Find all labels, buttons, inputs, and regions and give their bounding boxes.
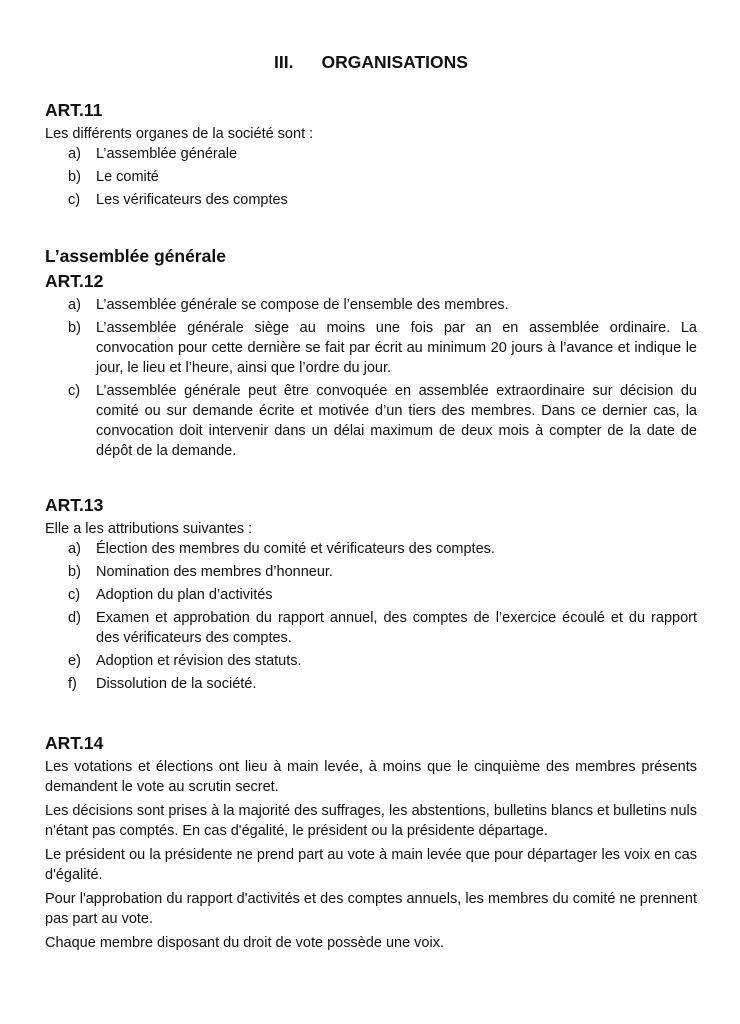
list-item-text: L’assemblée générale siège au moins une fois par an en assemblée ordinaire. La convocation pour cette dernière se fait par écrit au minimum 20 jours à l’avance et indique le jour, le lieu et l’heure, ainsi que l’ordre du jour.: [96, 320, 697, 376]
article-14-title: ART.14: [45, 733, 104, 753]
list-marker: d): [68, 610, 81, 626]
article-12-title: ART.12: [45, 271, 104, 291]
list-marker: a): [68, 146, 81, 162]
list-item-text: L’assemblée générale: [96, 146, 238, 162]
article-11-title: ART.11: [45, 100, 103, 120]
article-13: [45, 494, 697, 697]
article-14-paragraph: Les votations et élections ont lieu à main levée, à moins que le cinquième des membres présents demandent le vote au scrutin secret.: [45, 759, 697, 795]
list-marker: e): [68, 653, 81, 669]
article-14-paragraph: Le président ou la présidente ne prend part au vote à main levée que pour départager les voix en cas d'égalité.: [45, 847, 697, 883]
list-marker: a): [68, 297, 81, 313]
list-item: [45, 539, 697, 559]
list-item-text: Nomination des membres d’honneur.: [96, 564, 333, 580]
assembly-heading: L’assemblée générale: [45, 246, 226, 266]
list-item-text: L’assemblée générale peut être convoquée en assemblée extraordinaire sur décision du comité ou sur demande écrite et motivée d’un tiers des membres. Dans ce dernier cas, la convocation doit intervenir dans un délai maximum de deux mois à compter de la date de dépôt de la demande.: [96, 383, 697, 459]
article-12-list: [45, 295, 697, 461]
list-item-text: L’assemblée générale se compose de l’ensemble des membres.: [96, 297, 509, 313]
section-heading: [45, 50, 697, 74]
article-13-title: ART.13: [45, 495, 104, 515]
list-marker: c): [68, 383, 81, 399]
list-item-text: Examen et approbation du rapport annuel, des comptes de l’exercice écoulé et du rapport des vérificateurs des comptes.: [96, 610, 697, 646]
list-item: [45, 381, 697, 461]
list-item: [45, 295, 697, 315]
article-14-paragraph: Chaque membre disposant du droit de vote possède une voix.: [45, 935, 444, 951]
article-14-paragraph: Pour l'approbation du rapport d'activités et des comptes annuels, les membres du comité ne prennent pas part au vote.: [45, 891, 697, 927]
list-item: [45, 190, 697, 210]
article-13-list: [45, 539, 697, 694]
list-item: [45, 318, 697, 378]
list-item-text: Adoption et révision des statuts.: [96, 653, 302, 669]
article-11: [45, 99, 697, 213]
list-marker: b): [68, 169, 81, 185]
list-item: [45, 674, 697, 694]
article-13-intro: Elle a les attributions suivantes :: [45, 521, 253, 537]
section-title: ORGANISATIONS: [321, 52, 468, 72]
list-marker: c): [68, 587, 81, 603]
list-marker: b): [68, 320, 81, 336]
list-item-text: Le comité: [96, 169, 159, 185]
assembly-section: [45, 245, 697, 464]
list-marker: a): [68, 541, 81, 557]
list-item-text: Dissolution de la société.: [96, 676, 257, 692]
list-item-text: Adoption du plan d’activités: [96, 587, 273, 603]
list-item-text: Les vérificateurs des comptes: [96, 192, 288, 208]
list-item: [45, 651, 697, 671]
list-marker: f): [68, 676, 77, 692]
list-item: [45, 585, 697, 605]
list-item: [45, 144, 697, 164]
section-number: III.: [274, 52, 294, 72]
list-item: [45, 608, 697, 648]
article-11-intro: Les différents organes de la société sont :: [45, 126, 314, 142]
article-14: [45, 732, 697, 957]
list-item: [45, 562, 697, 582]
list-item: [45, 167, 697, 187]
article-11-list: [45, 144, 697, 210]
list-item-text: Élection des membres du comité et vérificateurs des comptes.: [96, 541, 495, 557]
list-marker: b): [68, 564, 81, 580]
list-marker: c): [68, 192, 81, 208]
article-14-paragraph: Les décisions sont prises à la majorité des suffrages, les abstentions, bulletins blancs et bulletins nuls n'étant pas comptés. En cas d'égalité, le président ou la présidente départage.: [45, 803, 697, 839]
